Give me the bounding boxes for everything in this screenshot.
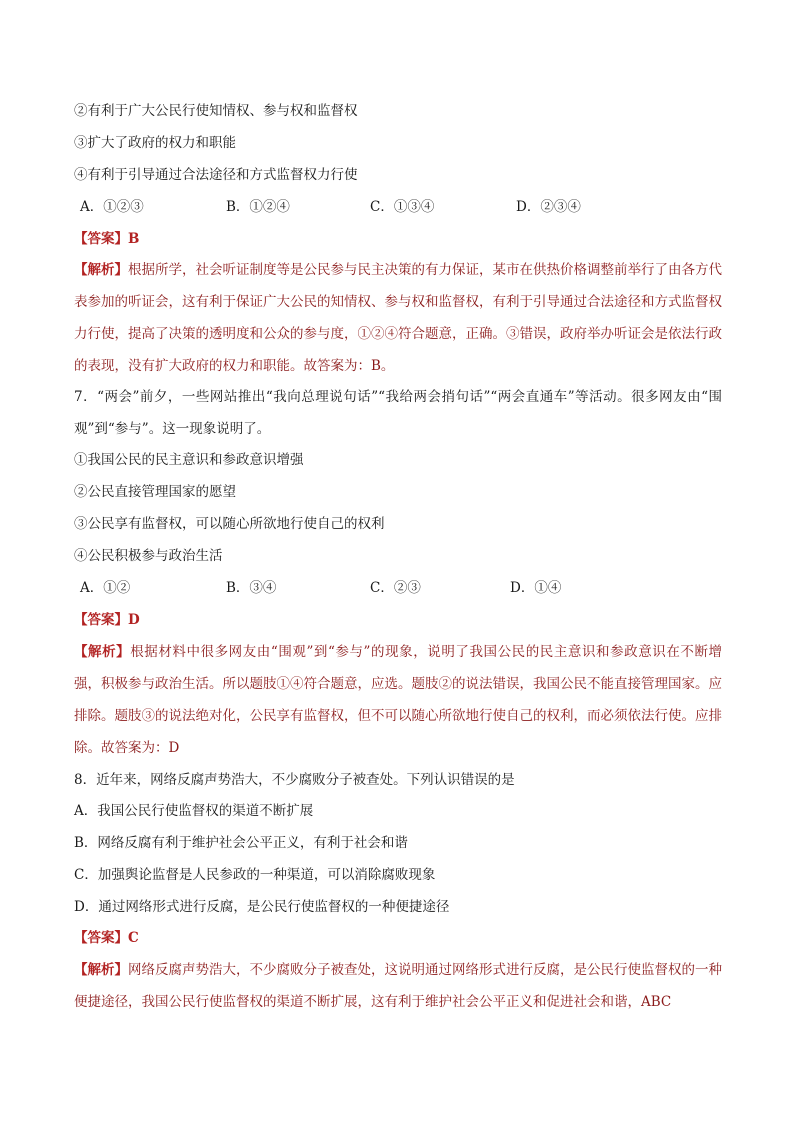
q6-explanation — [74, 254, 722, 382]
q7-answer — [74, 610, 140, 630]
q7-option-b: B．③④ — [226, 580, 277, 596]
answer-label: 【答案】 — [74, 231, 128, 247]
answer-value: D — [128, 612, 140, 628]
q6-option-c: C．①③④ — [370, 199, 435, 215]
explanation-label: 【解析】 — [74, 262, 128, 278]
q6-item-2: ②有利于广大公民行使知情权、参与权和监督权 — [74, 103, 358, 119]
answer-value: C — [128, 930, 139, 946]
q6-item-4: ④有利于引导通过合法途径和方式监督权力行使 — [74, 167, 358, 183]
q7-option-d: D．①④ — [510, 580, 562, 596]
explanation-label: 【解析】 — [74, 962, 128, 978]
q8-option-d: D．通过网络形式进行反腐，是公民行使监督权的一种便捷途径 — [74, 899, 450, 915]
q7-item-2: ②公民直接管理国家的愿望 — [74, 484, 236, 500]
q7-explanation — [74, 636, 722, 764]
q6-answer — [74, 229, 139, 249]
explanation-text: 网络反腐声势浩大，不少腐败分子被查处，这说明通过网络形式进行反腐，是公民行使监督权的一种便捷途径，我国公民行使监督权的渠道不断扩展，这有利于维护社会公平正义和促进社会和谐，ABC — [74, 962, 722, 1010]
q7-item-3: ③公民享有监督权，可以随心所欲地行使自己的权利 — [74, 516, 385, 532]
answer-label: 【答案】 — [74, 930, 128, 946]
q8-answer — [74, 928, 139, 948]
answer-value: B — [128, 231, 140, 247]
q8-stem: 8．近年来，网络反腐声势浩大，不少腐败分子被查处。下列认识错误的是 — [74, 772, 515, 788]
q7-stem: 7．“两会”前夕，一些网站推出“我向总理说句话”“我给两会捎句话”“两会直通车”等活动。很多网友由“围观”到“参与”。这一现象说明了。 — [74, 389, 722, 437]
explanation-label: 【解析】 — [74, 644, 131, 660]
q6-option-b: B．①②④ — [226, 199, 290, 215]
q6-item-3: ③扩大了政府的权力和职能 — [74, 135, 236, 151]
q8-option-c: C．加强舆论监督是人民参政的一种渠道，可以消除腐败现象 — [74, 867, 436, 883]
q7-option-c: C．②③ — [370, 580, 421, 596]
q7-item-1: ①我国公民的民主意识和参政意识增强 — [74, 452, 304, 468]
q7-item-4: ④公民积极参与政治生活 — [74, 548, 223, 564]
explanation-text: 根据所学，社会听证制度等是公民参与民主决策的有力保证，某市在供热价格调整前举行了由各方代表参加的听证会，这有利于保证广大公民的知情权、参与权和监督权，有利于引导通过合法途径和方式监督权力行使，提高了决策的透明度和公众的参与度，①②④符合题意，正确。③错误，政府举办听证会是依法行政的表现，没有扩大政府的权力和职能。故答案为：B。 — [74, 262, 722, 374]
explanation-text: 根据材料中很多网友由“围观”到“参与”的现象，说明了我国公民的民主意识和参政意识在不断增强，积极参与政治生活。所以题肢①④符合题意，应选。题肢②的说法错误，我国公民不能直接管理国家。应排除。题肢③的说法绝对化，公民享有监督权，但不可以随心所欲地行使自己的权利，而必须依法行使。应排除。故答案为：D — [74, 644, 722, 756]
q6-option-a: A．①②③ — [80, 199, 144, 215]
q7-option-a: A．①② — [80, 580, 131, 596]
answer-label: 【答案】 — [74, 612, 128, 628]
q8-explanation — [74, 954, 722, 1018]
q6-option-d: D．②③④ — [516, 199, 581, 215]
q8-option-b: B．网络反腐有利于维护社会公平正义，有利于社会和谐 — [74, 835, 408, 851]
q8-option-a: A．我国公民行使监督权的渠道不断扩展 — [74, 803, 314, 819]
